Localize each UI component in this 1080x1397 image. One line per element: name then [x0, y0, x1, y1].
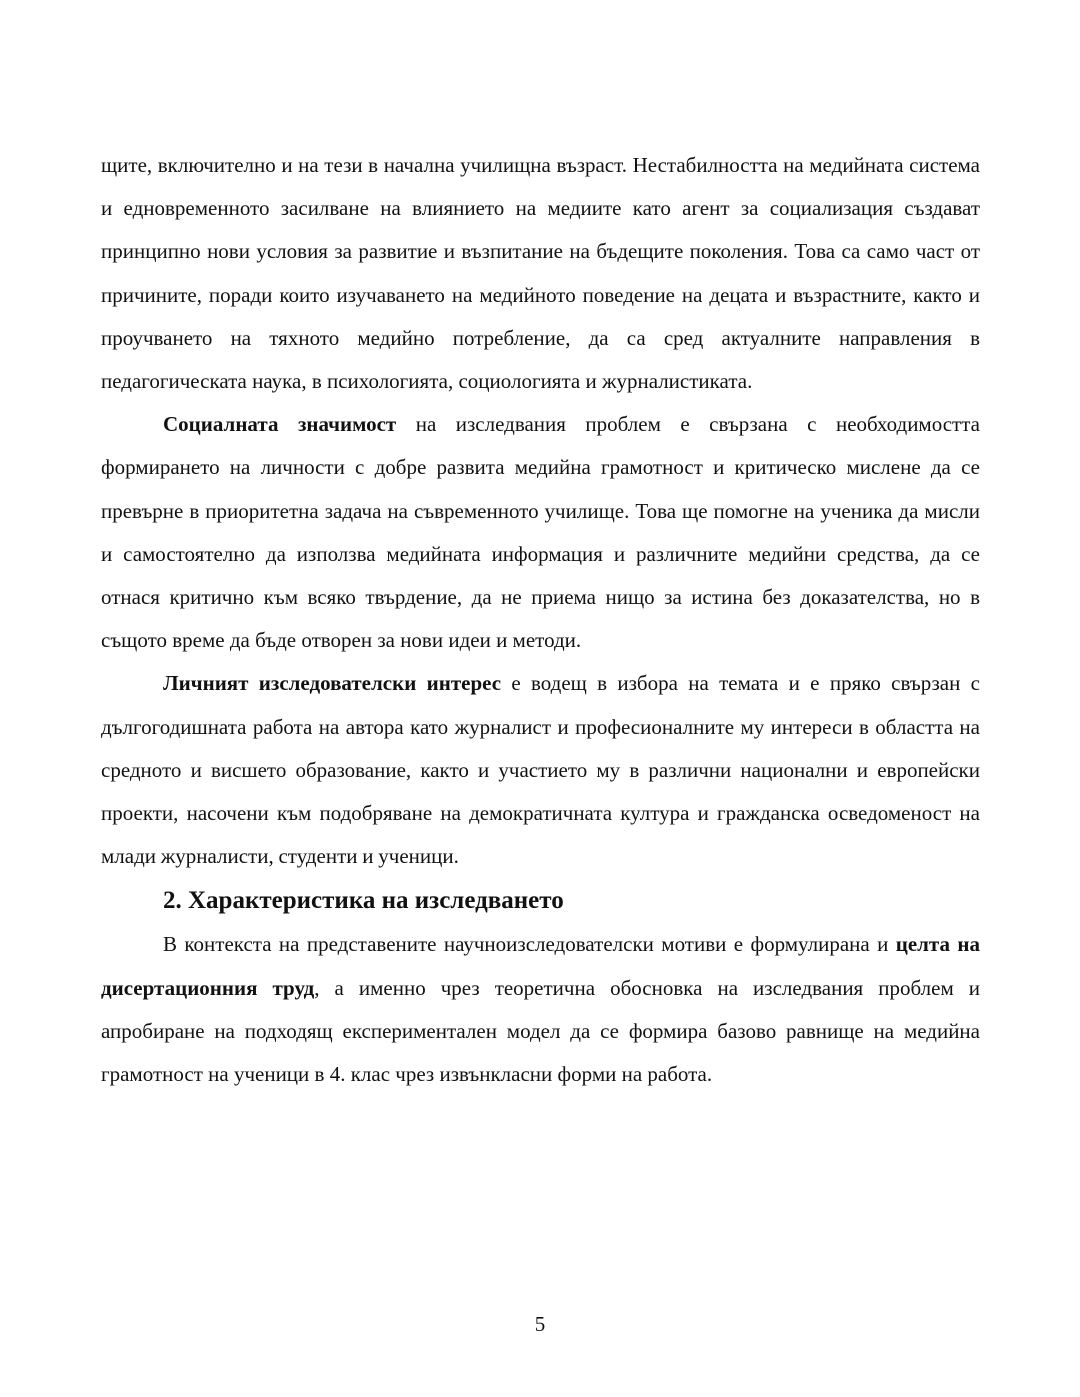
- bold-lead-social-significance: Социалната значимост: [163, 412, 397, 437]
- paragraph-personal-interest: [101, 662, 980, 878]
- paragraph-media-instability: [101, 144, 980, 403]
- page-number: 5: [534, 1312, 546, 1336]
- paragraph-research-goal: [101, 923, 980, 1096]
- paragraph-text-start: В контекста на представените научноизследователски мотиви е формулирана и: [163, 932, 896, 957]
- paragraph-social-significance: [101, 403, 980, 662]
- paragraph-text: на изследвания проблем е свързана с необходимостта формирането на личности с добре развита медийна грамотност и критическо мислене да се превърне в приоритетна задача на съвременното училище. Това ще помогне на ученика да мисли и самостоятелно да използва медийната информация и различните медийни средства, да се отнася критично към всяко твърдение, да не приема нищо за истина без доказателства, но в същото време да бъде отворен за нови идеи и методи.: [101, 412, 980, 653]
- bold-research-goal: целта на дисертационния труд: [101, 932, 980, 1000]
- paragraph-text: щите, включително и на тези в начална училищна възраст. Нестабилността на медийната система и едновременното засилване на влиянието на медиите като агент за социализация създават принципно нови условия за развитие и възпитание на бъдещите поколения. Това са само част от причините, поради които изучаването на медийното поведение на децата и възрастните, както и проучването на тяхното медийно потребление, да са сред актуалните направления в педагогическата наука, в психологията, социологията и журналистиката.: [101, 153, 980, 394]
- bold-lead-personal-interest: Личният изследователски интерес: [163, 671, 502, 696]
- paragraph-text: е водещ в избора на темата и е пряко свързан с дългогодишната работа на автора като журналист и професионалните му интереси в областта на средното и висшето образование, както и участието му в различни национални и европейски проекти, насочени към подобряване на демократичната култура и гражданска осведоменост на млади журналисти, студенти и ученици.: [101, 671, 980, 869]
- section-heading: 2. Характеристика на изследването: [163, 887, 564, 915]
- paragraph-text-end: , а именно чрез теоретична обосновка на изследвания проблем и апробиране на подходящ експериментален модел да се формира базово равнище на медийна грамотност на ученици в 4. клас чрез извънкласни форми на работа.: [101, 975, 980, 1087]
- document-page: [101, 144, 980, 1096]
